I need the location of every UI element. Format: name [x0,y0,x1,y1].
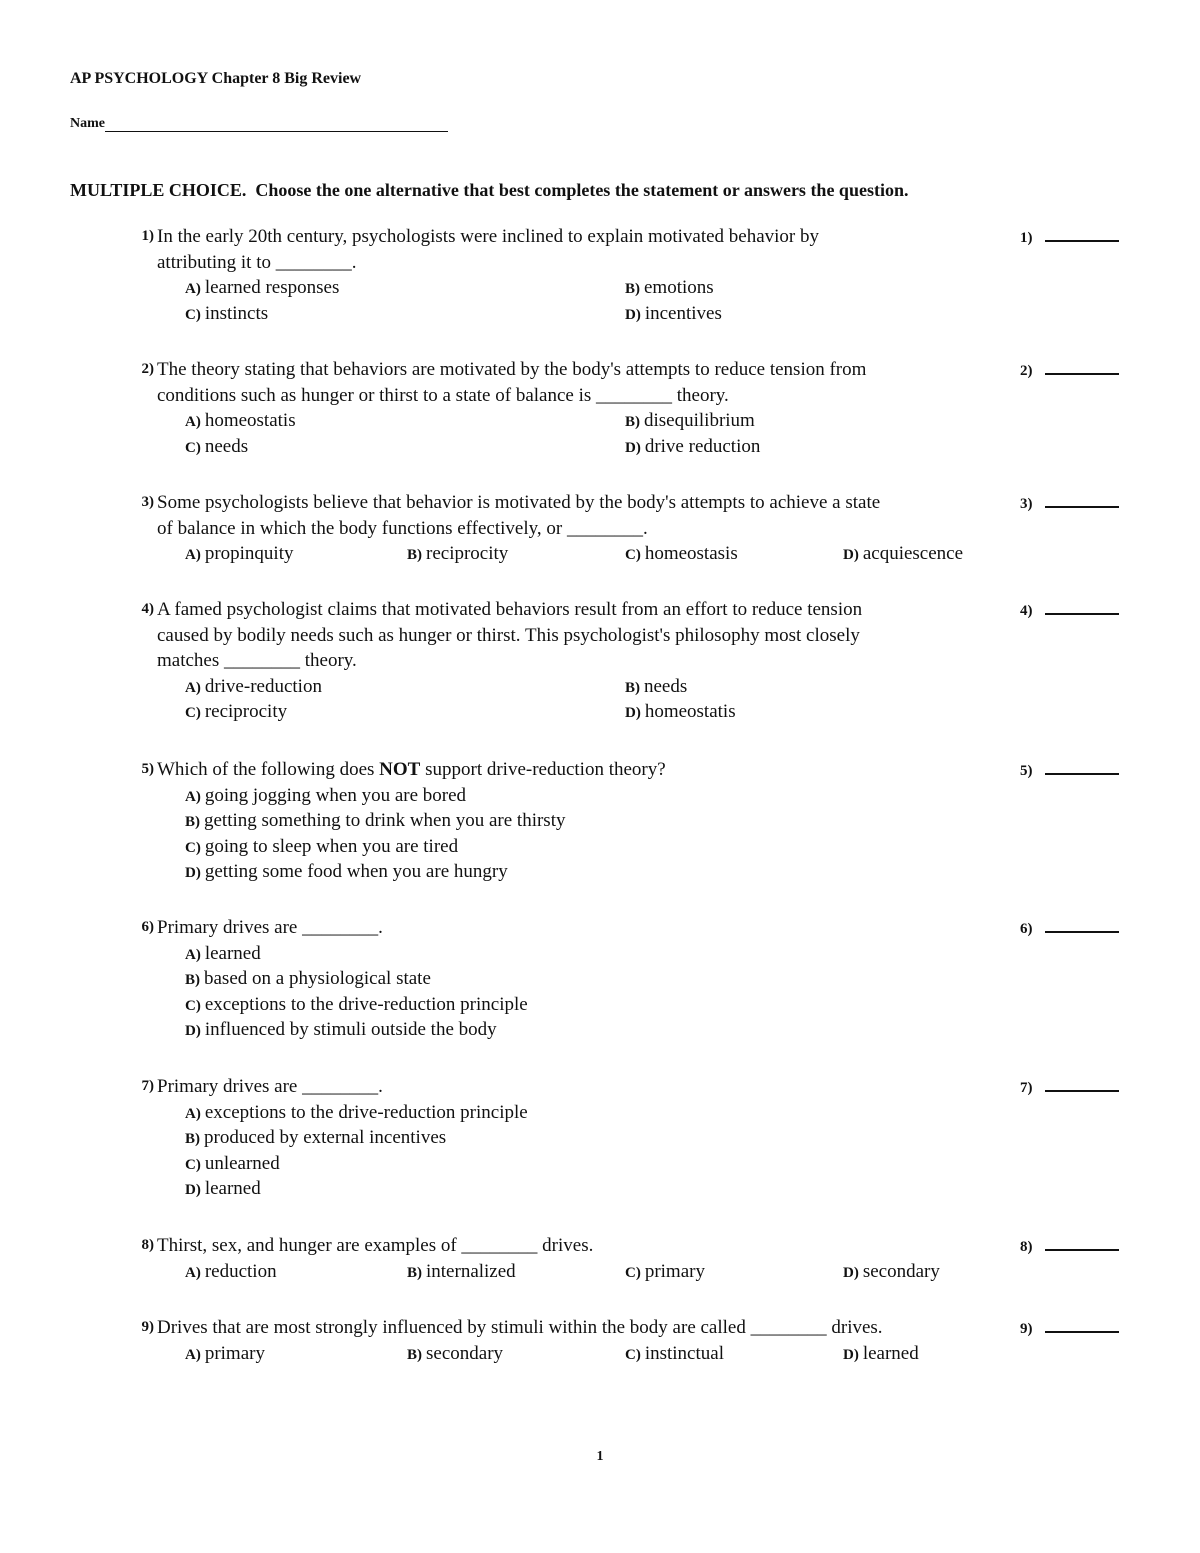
option-text: getting some food when you are hungry [204,861,508,882]
option-a[interactable] [185,1100,988,1126]
option-label: B) [185,972,200,988]
question-number: 6) [141,919,154,935]
option-label: C) [185,439,201,456]
option-text: learned responses [204,277,340,298]
option-a[interactable] [185,1259,277,1285]
question-number: 1) [141,228,154,244]
question-7 [128,1074,988,1202]
question-text-line: attributing it to ________. [157,251,357,273]
option-text: exceptions to the drive-reduction principle [204,993,528,1015]
question-number: 3) [141,494,154,510]
option-text: drive reduction [644,435,761,457]
question-number: 9) [141,1319,154,1335]
answer-number: 5) [1020,763,1033,779]
question-text [157,1315,988,1341]
question-text-line: Primary drives are ________. [157,1076,383,1097]
name-label: Name [70,116,105,131]
option-d[interactable] [185,1017,988,1043]
answer-line[interactable] [1045,601,1119,615]
question-2 [128,357,988,459]
option-c[interactable] [625,541,738,567]
answer-blank-9[interactable] [1020,1319,1119,1338]
option-b[interactable] [625,674,687,700]
option-a[interactable] [185,541,294,567]
question-1 [128,224,988,326]
question-5 [128,757,988,885]
option-text: reciprocity [426,543,509,564]
option-label: B) [625,414,640,430]
option-label: A) [185,1346,201,1363]
question-text [157,357,988,408]
answer-number: 1) [1020,230,1033,246]
page-number: 1 [596,1449,604,1464]
question-number: 8) [141,1237,154,1253]
option-c[interactable] [625,1341,724,1367]
option-text: learned [204,1178,261,1199]
option-text: secondary [426,1342,504,1364]
option-text: primary [204,1342,265,1364]
option-d[interactable] [625,434,760,460]
answer-line[interactable] [1045,494,1119,508]
option-label: B) [625,281,640,297]
answer-line[interactable] [1045,919,1119,933]
option-label: A) [185,547,201,563]
option-d[interactable] [843,1259,940,1285]
question-text-line: matches ________ theory. [157,650,357,671]
options [185,408,988,459]
option-label: C) [625,547,641,563]
section-title: MULTIPLE CHOICE. [70,180,247,200]
option-label: D) [843,1346,859,1363]
option-d[interactable] [843,1341,919,1367]
answer-number: 9) [1020,1321,1033,1337]
option-c[interactable] [625,1259,705,1285]
option-text: instinctual [644,1342,724,1364]
option-d[interactable] [185,859,988,885]
answer-number: 3) [1020,496,1033,512]
option-label: B) [625,679,640,696]
question-6 [128,915,988,1043]
answer-number: 6) [1020,921,1033,937]
option-text: secondary [862,1260,940,1282]
option-label: A) [185,788,201,805]
question-text-line: caused by bodily needs such as hunger or thirst. This psychologist's philosophy most closely [157,624,860,646]
option-label: D) [185,865,201,881]
option-label: C) [185,705,201,721]
option-a[interactable] [185,1341,265,1367]
answer-blank-6[interactable] [1020,919,1119,938]
option-label: D) [625,306,641,323]
question-text [157,915,988,941]
option-text: learned [204,942,261,964]
option-d[interactable] [843,541,963,567]
question-text-line: Some psychologists believe that behavior is motivated by the body's attempts to achieve a state [157,492,881,513]
question-text-line: In the early 20th century, psychologists were inclined to explain motivated behavior by [157,226,820,247]
option-label: C) [185,306,201,323]
option-text: homeostatis [204,410,296,431]
option-d[interactable] [625,699,736,725]
question-text-part: Which of the following does [157,759,375,780]
option-text: reciprocity [204,701,288,722]
option-label: A) [185,679,201,696]
answer-number: 4) [1020,603,1033,619]
option-text: needs [644,675,688,697]
option-c[interactable] [185,699,287,725]
answer-line[interactable] [1045,1319,1119,1333]
option-b[interactable] [407,1259,516,1285]
option-text: influenced by stimuli outside the body [204,1019,497,1040]
options [185,1100,988,1202]
question-text [157,757,988,783]
option-label: A) [185,281,201,297]
option-text: homeostasis [644,543,738,564]
option-c[interactable] [185,1151,988,1177]
question-3 [128,490,988,567]
option-b[interactable] [625,408,755,434]
option-label: B) [407,1264,422,1281]
answer-line[interactable] [1045,761,1119,775]
option-b[interactable] [185,1125,988,1151]
name-field [70,115,448,132]
option-label: B) [185,1131,200,1147]
question-text [157,490,988,541]
answer-blank-2[interactable] [1020,361,1119,380]
options [185,783,988,885]
option-text: acquiescence [862,543,964,564]
option-label: A) [185,1264,201,1281]
options [185,541,988,567]
answer-line[interactable] [1045,1078,1119,1092]
question-8 [128,1233,988,1284]
option-text: needs [204,435,249,457]
section-instructions: Choose the one alternative that best completes the statement or answers the question. [255,180,909,200]
question-text [157,224,988,275]
option-b[interactable] [407,541,508,567]
option-text: propinquity [204,543,294,564]
option-label: D) [185,1182,201,1198]
option-text: exceptions to the drive-reduction principle [204,1101,528,1123]
option-label: D) [843,547,859,563]
answer-blank-4[interactable] [1020,601,1119,620]
option-label: B) [185,814,200,830]
option-text: learned [862,1342,919,1364]
question-text [157,1074,988,1100]
answer-line[interactable] [1045,361,1119,375]
question-text-line: Primary drives are ________. [157,917,383,938]
options [185,1259,988,1285]
question-text [157,1233,988,1259]
option-label: D) [185,1023,201,1039]
option-b[interactable] [185,808,988,834]
answer-blank-5[interactable] [1020,761,1119,780]
answer-number: 2) [1020,363,1033,379]
question-text-line: conditions such as hunger or thirst to a state of balance is ________ theory. [157,384,729,406]
page-title: AP PSYCHOLOGY Chapter 8 Big Review [70,70,362,87]
option-c[interactable] [185,301,268,327]
option-label: C) [625,1264,641,1281]
answer-blank-8[interactable] [1020,1237,1119,1256]
option-text: homeostatis [644,701,736,722]
option-b[interactable] [407,1341,503,1367]
option-a[interactable] [185,408,296,434]
option-c[interactable] [185,992,988,1018]
option-text: reduction [204,1260,277,1282]
answer-number: 8) [1020,1239,1033,1255]
question-text-line: Drives that are most strongly influenced by stimuli within the body are called ________ drives. [157,1317,883,1338]
question-emphasis: NOT [379,759,421,780]
option-b[interactable] [625,275,714,301]
option-b[interactable] [185,966,988,992]
option-text: primary [644,1260,705,1282]
option-a[interactable] [185,941,988,967]
section-heading [70,180,908,201]
question-text-line: The theory stating that behaviors are motivated by the body's attempts to reduce tension from [157,359,867,380]
question-text-line: Thirst, sex, and hunger are examples of ________ drives. [157,1235,594,1256]
option-text: going jogging when you are bored [204,784,467,806]
option-a[interactable] [185,674,322,700]
option-d[interactable] [625,301,722,327]
option-label: A) [185,1105,201,1122]
answer-blank-7[interactable] [1020,1078,1119,1097]
options [185,275,988,326]
question-4 [128,597,988,725]
option-label: C) [185,1156,201,1173]
question-number: 2) [141,361,154,377]
question-number: 7) [141,1078,154,1094]
option-label: D) [625,439,641,456]
option-text: getting something to drink when you are thirsty [204,810,566,831]
option-text: disequilibrium [644,410,755,431]
option-label: A) [185,414,201,430]
answer-number: 7) [1020,1080,1033,1096]
option-label: B) [407,547,422,563]
option-label: D) [843,1264,859,1281]
option-label: C) [185,839,201,856]
option-label: B) [407,1346,422,1363]
option-text: emotions [644,277,714,298]
answer-line[interactable] [1045,1237,1119,1251]
option-a[interactable] [185,275,339,301]
option-c[interactable] [185,834,988,860]
question-text-line: A famed psychologist claims that motivated behaviors result from an effort to reduce tension [157,599,863,620]
question-text [157,597,988,674]
options [185,941,988,1043]
option-label: C) [185,997,201,1014]
answer-blank-1[interactable] [1020,228,1119,247]
question-number: 5) [141,761,154,777]
option-text: produced by external incentives [204,1127,447,1148]
question-number: 4) [141,601,154,617]
question-9 [128,1315,988,1366]
option-text: incentives [644,302,722,324]
name-blank[interactable] [105,115,448,132]
question-text-part: support drive-reduction theory? [425,759,666,780]
option-text: going to sleep when you are tired [204,835,459,857]
option-text: based on a physiological state [204,968,431,989]
option-text: instincts [204,302,269,324]
option-text: unlearned [204,1152,280,1174]
answer-blank-3[interactable] [1020,494,1119,513]
option-label: D) [625,705,641,721]
option-label: A) [185,946,201,963]
option-d[interactable] [185,1176,988,1202]
options [185,674,988,725]
option-text: drive-reduction [204,675,322,697]
option-c[interactable] [185,434,248,460]
answer-line[interactable] [1045,228,1119,242]
options [185,1341,988,1367]
option-text: internalized [426,1260,516,1282]
option-a[interactable] [185,783,988,809]
option-label: C) [625,1346,641,1363]
question-text-line: of balance in which the body functions effectively, or ________. [157,517,648,539]
